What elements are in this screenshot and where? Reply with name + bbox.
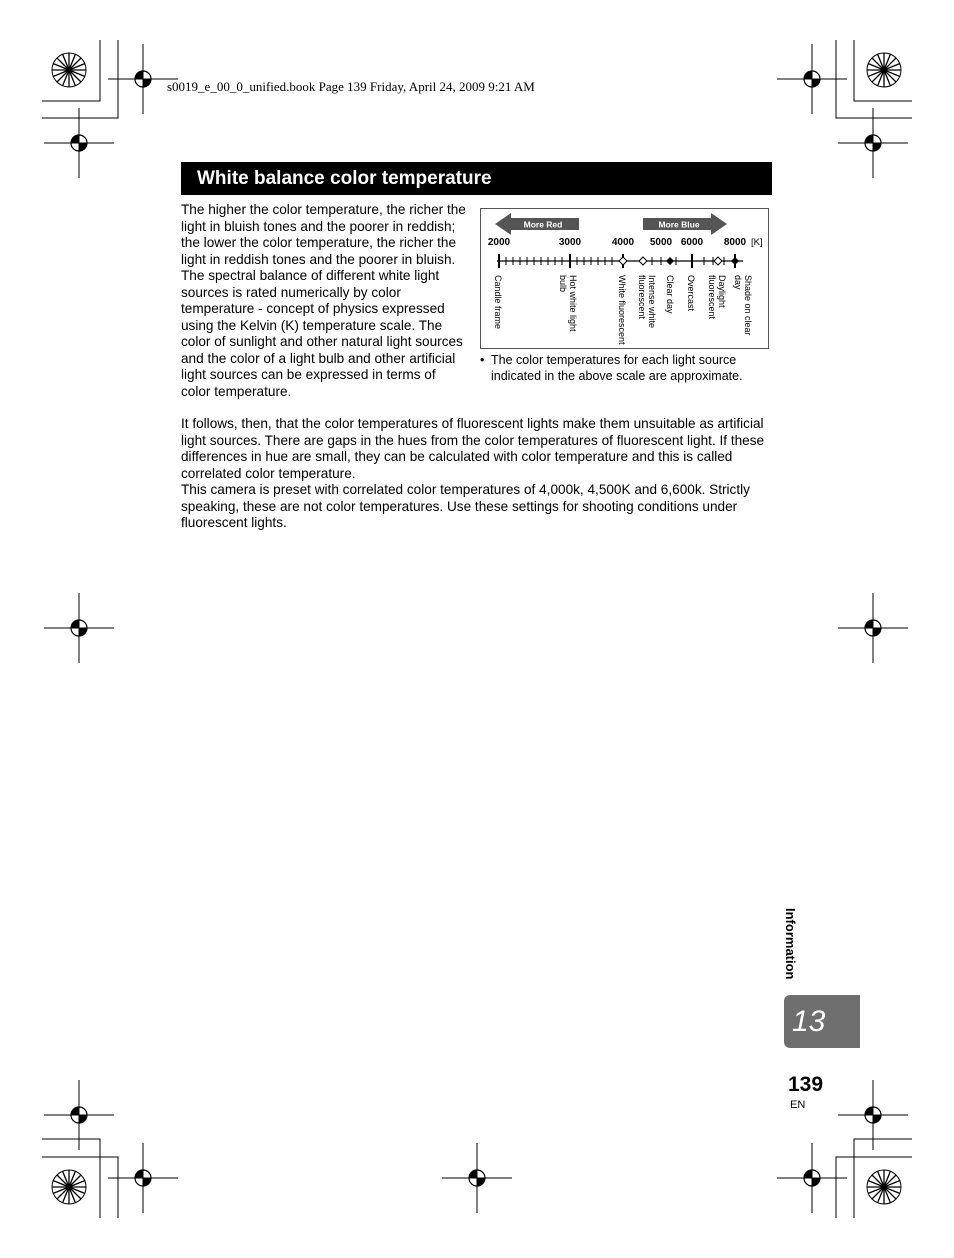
source-clear-day: Clear day <box>665 275 675 314</box>
more-blue-label: More Blue <box>658 219 700 230</box>
source-white-fluorescent: White fluorescent <box>617 275 627 345</box>
chapter-tab <box>784 995 860 1048</box>
marker-intense-white-fluorescent <box>639 257 647 265</box>
source-hot-white-light-bulb: Hot white light bulb <box>558 275 578 332</box>
source-shade-on-clear-day: Shade on clear day <box>733 275 753 336</box>
source-daylight-fluorescent: Daylight fluorescent <box>707 275 727 320</box>
intro-paragraph: The higher the color temperature, the richer the light in bluish tones and the poorer in reddish; the lower the color temperature, the richer the light in reddish tones and the poorer in bluish. The spectral balance of different white light sources is rated numerically by color temperature - concept of physics expressed using the Kelvin (K) temperature scale. The color of sunlight and other natural light sources and the color of a light bulb and other artificial light sources can be expressed in terms of color temperature. <box>181 202 466 399</box>
language-code: EN <box>790 1099 806 1111</box>
tick-label-5000: 5000 <box>649 237 673 248</box>
chapter-name: Information <box>783 908 798 980</box>
chapter-number: 13 <box>792 1005 826 1038</box>
tick-label-4000: 4000 <box>611 237 635 248</box>
marker-white-fluorescent <box>619 257 627 265</box>
source-candle-frame: Candle frame <box>493 275 503 330</box>
source-intense-white-fluorescent: Intense white fluorescent <box>637 275 657 329</box>
tick-label-8000: 8000 <box>723 237 747 248</box>
more-red-label: More Red <box>523 219 563 230</box>
marker-clear-day <box>666 257 674 265</box>
chapter-side-label <box>782 908 802 990</box>
source-overcast: Overcast <box>686 275 696 312</box>
tick-label-6000: 6000 <box>680 237 704 248</box>
preset-paragraph: This camera is preset with correlated color temperatures of 4,000k, 4,500K and 6,600k. Strictly speaking, these are not color temperatures. Use these settings for shooting conditions under fluorescent lights. <box>181 482 750 530</box>
note-bullet: • <box>480 353 485 367</box>
book-header-info: s0019_e_00_0_unified.book Page 139 Friday, April 24, 2009 9:21 AM <box>167 79 535 94</box>
tick-label-3000: 3000 <box>558 237 582 248</box>
marker-shade <box>731 257 739 265</box>
scale-graphic <box>481 209 768 348</box>
section-title: White balance color temperature <box>181 162 772 195</box>
note-text: The color temperatures for each light source indicated in the above scale are approximate. <box>491 353 743 383</box>
unit-label: [K] <box>751 237 763 248</box>
scale-note <box>480 353 770 384</box>
marker-daylight-fluorescent <box>714 257 722 265</box>
fluorescent-paragraph: It follows, then, that the color temperatures of fluorescent lights make them unsuitable as artificial light sources. There are gaps in the hues from the color temperatures of fluorescent light. If these differences in hue are small, they can be calculated with color temperature and this is called correlated color temperature. <box>181 416 765 481</box>
tick-label-2000: 2000 <box>487 237 511 248</box>
page-number: 139 <box>788 1073 824 1096</box>
color-temperature-scale <box>480 208 769 349</box>
